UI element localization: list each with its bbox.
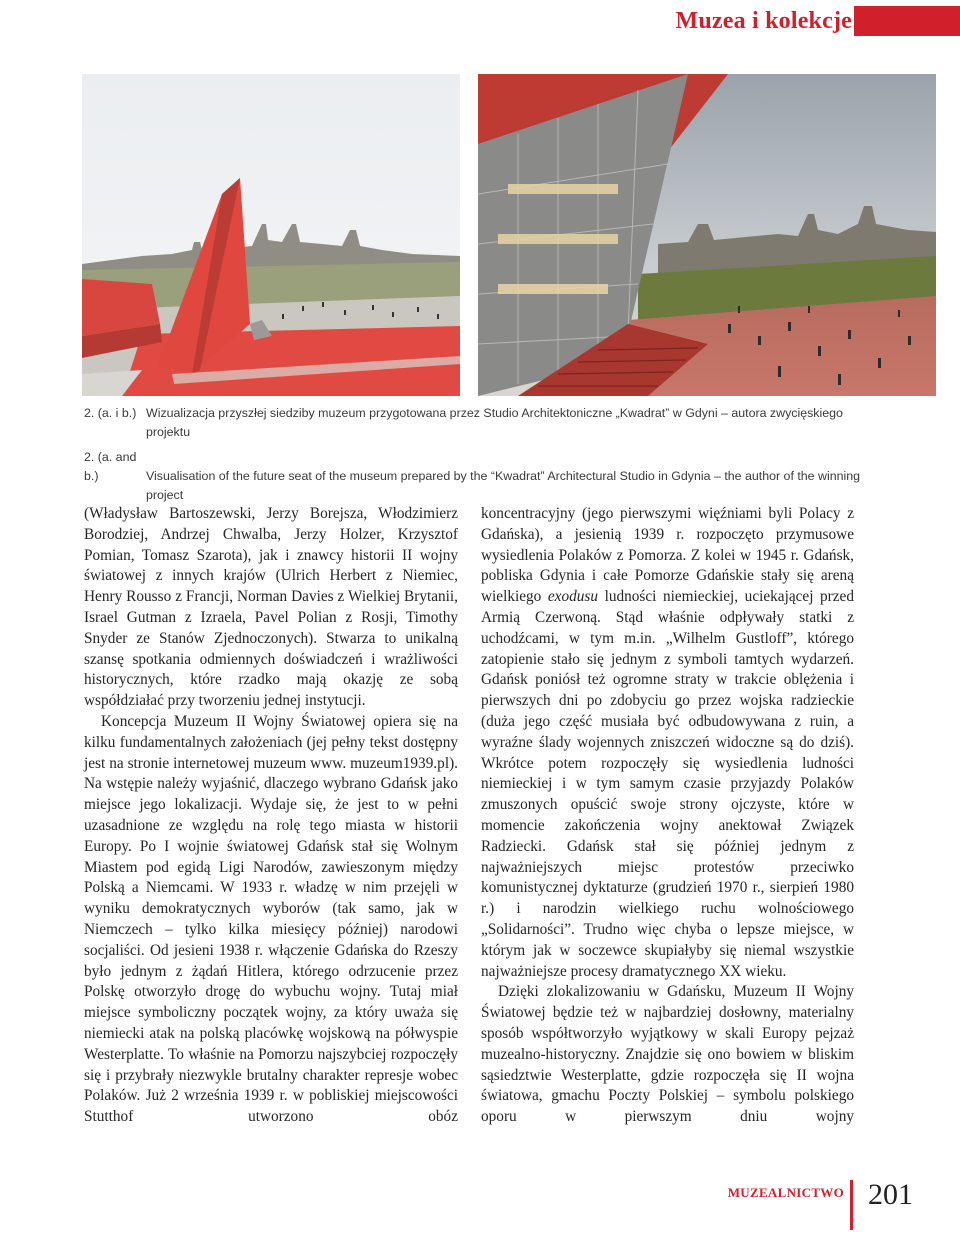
caption-english	[84, 448, 864, 505]
figure-2a-image	[82, 74, 460, 396]
article-paragraph: Dzięki zlokalizowaniu w Gdańsku, Muzeum II Wojny Światowej będzie też w najbardziej dosłowny, materialny sposób współtworzyło wyjątkowy w skali Europy pejzaż muzealno-historyczny. Znajdzie się ono bowiem w bliskim sąsiedztwie Westerplatte, gdzie rozpoczęła się II wojna światowa, gmachu Poczty Polskiej – symbolu polskiego oporu w pierwszym dniu wojny	[481, 983, 854, 1126]
header-accent-bar	[854, 6, 960, 36]
caption-english-text: Visualisation of the future seat of the museum prepared by the “Kwadrat” Architectural Studio in Gdynia – the author of the winning project	[146, 469, 861, 502]
italic-term: exodusu	[547, 588, 599, 606]
caption-polish	[84, 404, 864, 442]
article-column-left	[84, 504, 458, 1128]
caption-polish-number: 2. (a. i b.)	[84, 406, 137, 420]
figure-captions	[84, 404, 864, 507]
article-paragraph: koncentracyjny (jego pierwszymi więźniami byli Polacy z Gdańska), a jesienią 1939 r. rozpoczęto przymusowe wysiedlenia Polaków z Pomorza. Z kolei w 1945 r. Gdańsk, pobliska Gdynia i całe Pomorze Gdańskie stały się areną wielkiego exodusu ludności niemieckiej, uciekającej przed Armią Czerwoną. Stąd właśnie odpływały statki z uchodźcami, w tym m.in. „Wilhelm Gustloff”, którego zatopienie stało się jednym z symboli tamtych wydarzeń. Gdańsk poniósł też ogromne straty w trakcie oblężenia i pierwszych dni po zdobyciu go przez wojska radzieckie (duża jego część musiała być odbudowywana z ruin, a wyraźne ślady wojennych zniszczeń widoczne są do dziś). Wkrótce potem rozpoczęły się wysiedlenia ludności niemieckiej i w tym samym czasie przyjazdy Polaków zmuszonych opuścić swoje strony ojczyste, które w momencie zakończenia wojny anektował Związek Radziecki. Gdańsk stał się później jednym z najważniejszych miejsc protestów przeciwko komunistycznej dyktaturze (grudzień 1970 r., sierpień 1980 r.) i narodzin wielkiego ruchu wolnościowego „Solidarności”. Trudno więc chyba o lepsze miejsce, w którym jak w soczewce skupiałyby się niemal wszystkie najważniejsze procesy dramatycznego XX wieku.	[481, 505, 854, 980]
page-number: 201	[868, 1178, 913, 1211]
article-column-right	[481, 504, 854, 1128]
magazine-name: MUZEALNICTWO	[727, 1185, 844, 1200]
section-title: Muzea i kolekcje	[675, 8, 852, 34]
caption-english-number: 2. (a. and b.)	[84, 450, 137, 483]
article-paragraph: (Władysław Bartoszewski, Jerzy Borejsza, Włodzimierz Borodziej, Andrzej Chwalba, Jerzy Holzer, Krzysztof Pomian, Tomasz Szarota), jak i znawcy historii II wojny światowej z innych krajów (Ulrich Herbert z Niemiec, Henry Rousso z Francji, Norman Davies z Wielkiej Brytanii, Israel Gutman z Izraela, Pavel Polian z Rosji, Timothy Snyder ze Stanów Zjednoczonych). Stwarza to unikalną szansę spotkania odmiennych doświadczeń i wrażliwości historycznych, które rzadko mają okazję ze sobą współdziałać przy tworzeniu jednej instytucji.	[84, 505, 458, 710]
footer-divider	[850, 1180, 853, 1230]
figure-2b-image	[478, 74, 936, 396]
caption-polish-text: Wizualizacja przyszłej siedziby muzeum przygotowana przez Studio Architektoniczne „Kwadrat” w Gdyni – autora zwycięskiego projektu	[146, 406, 843, 439]
article-paragraph: Koncepcja Muzeum II Wojny Światowej opiera się na kilku fundamentalnych założeniach (jej pełny tekst dostępny jest na stronie internetowej muzeum www. muzeum1939.pl). Na wstępie należy wyjaśnić, dlaczego wybrano Gdańsk jako miejsce jego lokalizacji. Wydaje się, że jest to w pełni uzasadnione ze względu na rolę tego miasta w historii Europy. Po I wojnie światowej Gdańsk stał się Wolnym Miastem pod egidą Ligi Narodów, zawieszonym między Polską a Niemcami. W 1933 r. władzę w nim przejęli w wyniku demokratycznych wyborów (tak samo, jak w Niemczech – tylko kilka miesięcy później) narodowi socjaliści. Od jesieni 1938 r. włączenie Gdańska do Rzeszy było jednym z żądań Hitlera, którego odrzucenie przez Polskę otworzyło drogę do wybuchu wojny. Tutaj miał miejsce symboliczny początek wojny, za który uważa się niemiecki atak na polską placówkę wojskową na półwyspie Westerplatte. To właśnie na Pomorzu najszybciej rozpoczęły się i przybrały niezwykle brutalny charakter represje wobec Polaków. Już 2 września 1939 r. w pobliskiej miejscowości Stutthof utworzono obóz	[84, 712, 458, 1126]
